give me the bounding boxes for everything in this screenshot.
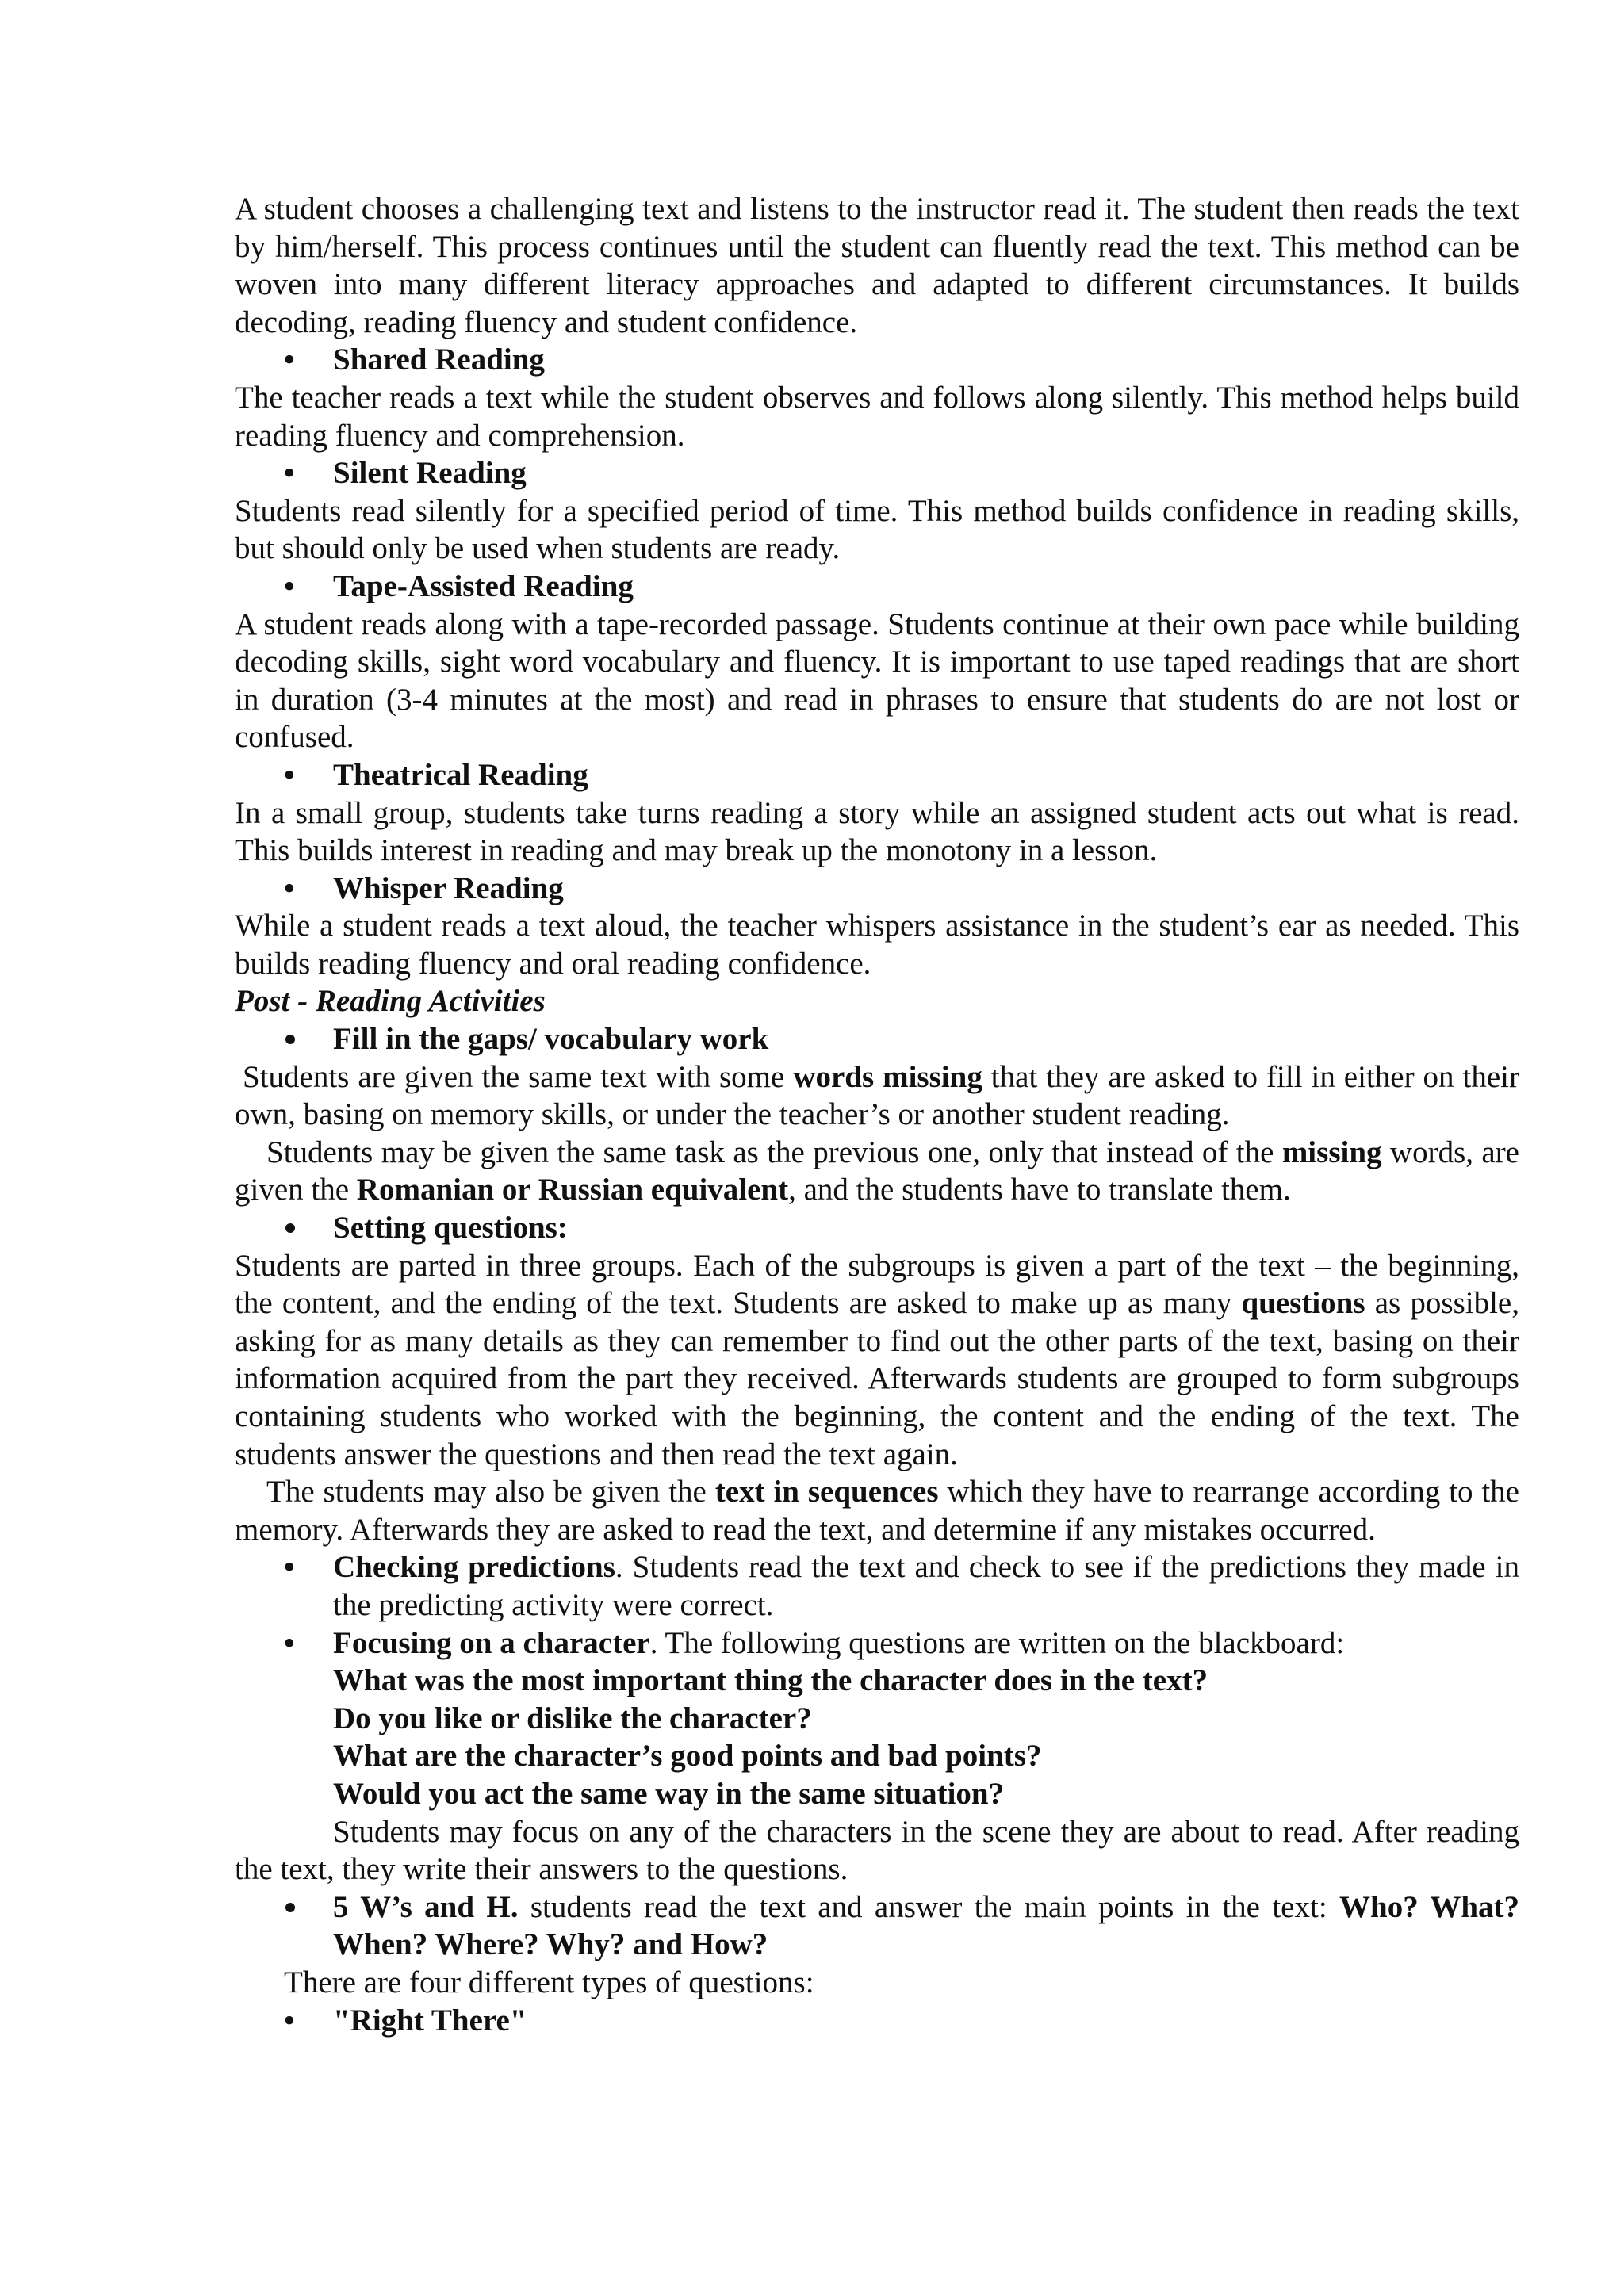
activity-focusing-character: • Focusing on a character. The following questions are written on the blackboard: xyxy=(235,1624,1519,1663)
method-text-whisper-reading: While a student reads a text aloud, the teacher whispers assistance in the student’s ear as needed. This builds reading fluency and oral reading confidence. xyxy=(235,909,1519,981)
section-heading-post-reading: Post - Reading Activities xyxy=(235,984,546,1019)
round-bullet-icon xyxy=(285,1035,295,1044)
bullet-icon: • xyxy=(284,1625,295,1660)
setting-questions-paragraph-1: Students are parted in three groups. Each of the subgroups is given a part of the text – the beginning, the content, and the ending of the text. Students are asked to make up as many questions as possible, asking for as many details as they can remember to find out the other parts of the text, basing on their information acquired from the part they received. Afterwards students are grouped to form subgroups containing students who worked with the beginning, the content and the ending of the text. The students answer the questions and then read the text again. xyxy=(235,1248,1519,1471)
method-text-tape-assisted-reading: A student reads along with a tape-recorded passage. Students continue at their own pace while building decoding skills, sight word vocabulary and fluency. It is important to use taped readings that are short in duration (3-4 minutes at the most) and read in phrases to ensure that students do are not lost or confused. xyxy=(235,607,1519,755)
activity-heading-setting-questions: Setting questions: xyxy=(235,1209,1519,1247)
bullet-icon: • xyxy=(284,1550,295,1585)
bullet-icon: • xyxy=(284,871,295,905)
document-page xyxy=(235,190,1519,2039)
activity-five-ws-and-h: 5 W’s and H. students read the text and answer the main points in the text: Who? What? When? Where? Why? and How? xyxy=(235,1888,1519,1964)
character-question: What are the character’s good points and bad points? xyxy=(333,1739,1042,1774)
method-heading-silent-reading: • Silent Reading xyxy=(235,454,1519,492)
bullet-icon: • xyxy=(284,2003,295,2038)
method-heading-whisper-reading: • Whisper Reading xyxy=(235,870,1519,908)
method-heading-tape-assisted-reading: • Tape-Assisted Reading xyxy=(235,568,1519,606)
character-question: Do you like or dislike the character? xyxy=(333,1701,812,1735)
question-types-intro: There are four different types of questions: xyxy=(284,1965,814,1999)
fill-gaps-paragraph-1: Students are given the same text with some words missing that they are asked to fill in either on their own, basing on memory skills, or under the teacher’s or another student reading. xyxy=(235,1059,1519,1132)
intro-paragraph: A student chooses a challenging text and listens to the instructor read it. The student then reads the text by him/herself. This process continues until the student can fluently read the text. This method can be woven into many different literacy approaches and adapted to different circumstances. It builds decoding, reading fluency and student confidence. xyxy=(235,192,1519,339)
method-text-silent-reading: Students read silently for a specified period of time. This method builds confidence in reading skills, but should only be used when students are ready. xyxy=(235,493,1519,566)
method-text-theatrical-reading: In a small group, students take turns reading a story while an assigned student acts out what is read. This builds interest in reading and may break up the monotony in a lesson. xyxy=(235,795,1519,868)
activity-heading-fill-gaps: Fill in the gaps/ vocabulary work xyxy=(235,1020,1519,1058)
bullet-icon: • xyxy=(284,568,295,603)
character-question: Would you act the same way in the same situation? xyxy=(333,1776,1005,1811)
round-bullet-icon xyxy=(285,1223,295,1233)
setting-questions-paragraph-2: The students may also be given the text in sequences which they have to rearrange according to the memory. Afterwards they are asked to read the text, and determine if any mistakes occurred. xyxy=(235,1475,1519,1547)
question-type-right-there: • "Right There" xyxy=(235,2002,1519,2040)
method-text-shared-reading: The teacher reads a text while the student observes and follows along silently. This method helps build reading fluency and comprehension. xyxy=(235,380,1519,453)
fill-gaps-paragraph-2: Students may be given the same task as the previous one, only that instead of the missing words, are given the Romanian or Russian equivalent, and the students have to translate them. xyxy=(235,1135,1519,1207)
method-heading-shared-reading: • Shared Reading xyxy=(235,341,1519,379)
bullet-icon: • xyxy=(284,757,295,792)
activity-checking-predictions: • Checking predictions. Students read the text and check to see if the predictions they made in the predicting activity were correct. xyxy=(284,1550,1519,1622)
bullet-icon: • xyxy=(284,456,295,491)
round-bullet-icon xyxy=(285,1903,295,1912)
bullet-icon: • xyxy=(284,342,295,377)
character-question: What was the most important thing the character does in the text? xyxy=(333,1663,1208,1698)
focusing-after-paragraph: Students may focus on any of the characters in the scene they are about to read. After reading the text, they write their answers to the questions. xyxy=(235,1814,1519,1887)
method-heading-theatrical-reading: • Theatrical Reading xyxy=(235,756,1519,794)
